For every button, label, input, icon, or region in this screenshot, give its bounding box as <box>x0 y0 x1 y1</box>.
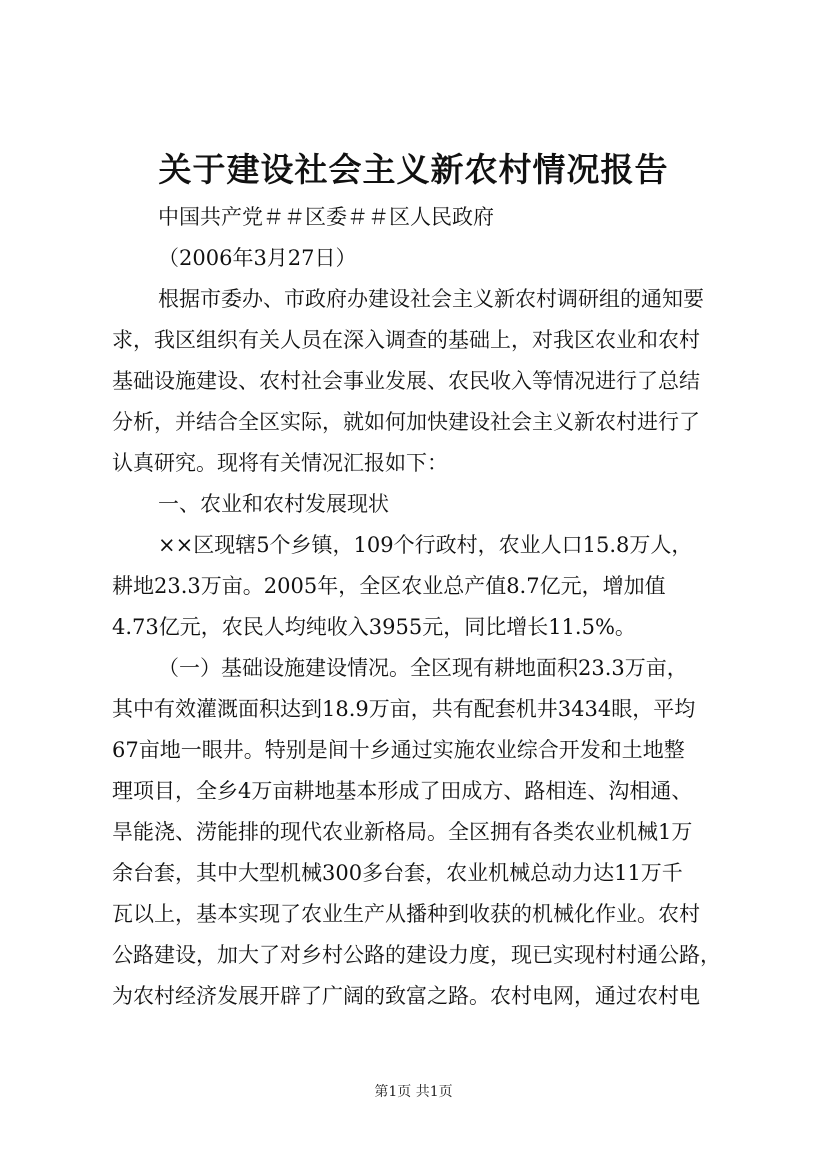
document-line: 瓦以上，基本实现了农业生产从播种到收获的机械化作业。农村 <box>112 902 700 926</box>
document-line: （一）基础设施建设情况。全区现有耕地面积23.3万亩， <box>158 656 688 680</box>
document-line: ××区现辖5个乡镇，109个行政村，农业人口15.8万人， <box>158 533 693 557</box>
document-line: 67亩地一眼井。特别是间十乡通过实施农业综合开发和土地整 <box>112 738 685 762</box>
document-line: 基础设施建设、农村社会事业发展、农民收入等情况进行了总结 <box>112 369 700 393</box>
document-line: 4.73亿元，农民人均纯收入3955元，同比增长11.5%。 <box>112 615 636 639</box>
document-line: 一、农业和农村发展现状 <box>158 492 389 516</box>
document-line: 认真研究。现将有关情况汇报如下： <box>112 451 448 475</box>
document-line: 分析，并结合全区实际，就如何加快建设社会主义新农村进行了 <box>112 410 700 434</box>
document-line: 其中有效灌溉面积达到18.9万亩，共有配套机井3434眼，平均 <box>112 697 696 721</box>
document-line: 余台套，其中大型机械300多台套，农业机械总动力达11万千 <box>112 861 683 885</box>
document-line: 耕地23.3万亩。2005年，全区农业总产值8.7亿元，增加值 <box>112 574 666 598</box>
document-line: 公路建设，加大了对乡村公路的建设力度，现已实现村村通公路， <box>112 943 721 967</box>
document-line: 根据市委办、市政府办建设社会主义新农村调研组的通知要 <box>158 287 704 311</box>
document-line: 求，我区组织有关人员在深入调查的基础上，对我区农业和农村 <box>112 328 700 352</box>
document-title: 关于建设社会主义新农村情况报告 <box>158 150 669 189</box>
document-line: 为农村经济发展开辟了广阔的致富之路。农村电网，通过农村电 <box>112 984 700 1008</box>
document-line: 旱能浇、涝能排的现代农业新格局。全区拥有各类农业机械1万 <box>112 820 693 844</box>
document-line: （2006年3月27日） <box>158 246 357 270</box>
document-line: 理项目，全乡4万亩耕地基本形成了田成方、路相连、沟相通、 <box>112 779 693 803</box>
document-line: 中国共产党＃＃区委＃＃区人民政府 <box>158 205 494 229</box>
document-body <box>112 197 721 1017</box>
page-number-footer: 第1页 共1页 <box>374 1084 453 1100</box>
